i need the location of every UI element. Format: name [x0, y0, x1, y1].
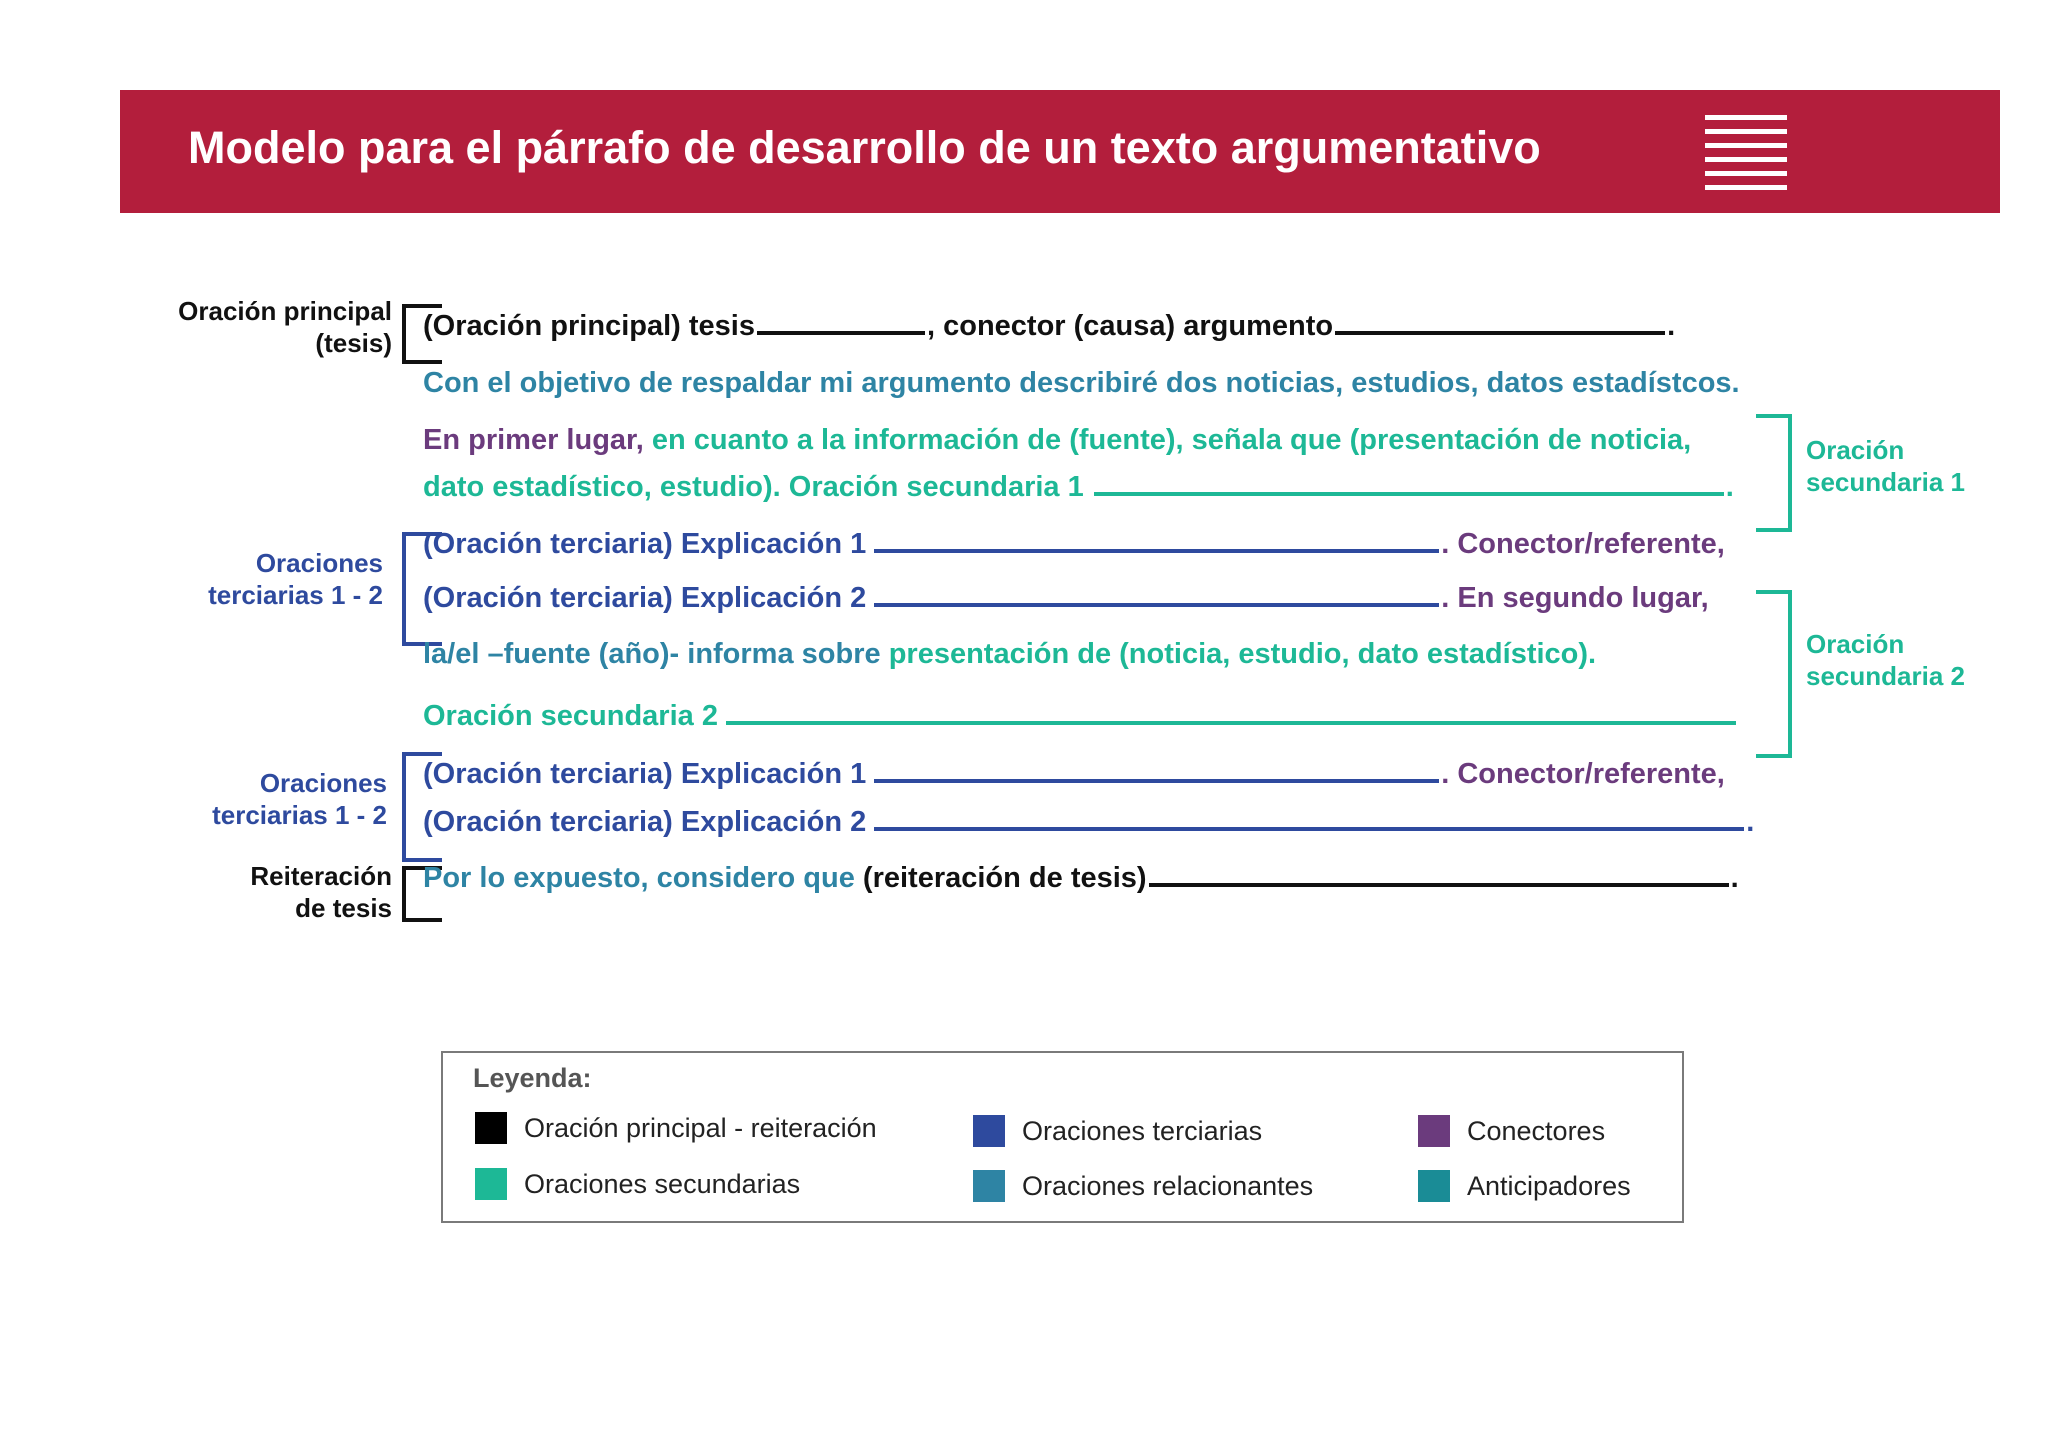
bracket-secundaria-1: [1756, 414, 1792, 532]
legend-item-anticipadores: Anticipadores: [1418, 1170, 1631, 1202]
line-oracion-secundaria-1: dato estadístico, estudio). Oración secundaria 1 .: [423, 471, 1734, 503]
legend-item-principal: Oración principal - reiteración: [475, 1112, 877, 1144]
bracket-secundaria-2: [1756, 590, 1792, 758]
legend-item-terciarias: Oraciones terciarias: [973, 1115, 1262, 1147]
line-terciaria-2a: (Oración terciaria) Explicación 2 . En segundo lugar,: [423, 582, 1709, 614]
line-fuente: la/el –fuente (año)- informa sobre presentación de (noticia, estudio, dato estadístico).: [423, 638, 1597, 670]
page-title: Modelo para el párrafo de desarrollo de un texto argumentativo: [188, 122, 1541, 173]
legend-swatch: [973, 1115, 1005, 1147]
line-terciaria-1b: (Oración terciaria) Explicación 1 . Conector/referente,: [423, 758, 1725, 790]
line-relacionante: Con el objetivo de respaldar mi argumento describiré dos noticias, estudios, datos estadístcos.: [423, 367, 1740, 399]
line-terciaria-1a: (Oración terciaria) Explicación 1 . Conector/referente,: [423, 528, 1725, 560]
label-secundaria-2: Oración secundaria 2: [1806, 629, 1965, 691]
legend-item-secundarias: Oraciones secundarias: [475, 1168, 800, 1200]
legend-swatch: [475, 1112, 507, 1144]
label-reiteracion: Reiteración de tesis: [250, 861, 392, 923]
legend-swatch: [1418, 1170, 1450, 1202]
line-reiteracion: Por lo expuesto, considero que (reiteración de tesis) .: [423, 862, 1739, 894]
legend-item-conectores: Conectores: [1418, 1115, 1605, 1147]
label-terciarias-1: Oraciones terciarias 1 - 2: [208, 548, 383, 610]
legend-item-relacionantes: Oraciones relacionantes: [973, 1170, 1313, 1202]
legend-title: Leyenda:: [473, 1063, 592, 1093]
menu-lines-icon: [1705, 115, 1787, 191]
line-oracion-principal: (Oración principal) tesis , conector (causa) argumento .: [423, 310, 1676, 342]
label-oracion-principal: Oración principal (tesis): [178, 296, 392, 358]
line-terciaria-2b: (Oración terciaria) Explicación 2 .: [423, 806, 1755, 838]
line-primer-lugar: En primer lugar, en cuanto a la información de (fuente), señala que (presentación de noticia,: [423, 424, 1692, 456]
legend-box: [441, 1051, 1684, 1223]
label-terciarias-2: Oraciones terciarias 1 - 2: [212, 768, 387, 830]
legend-swatch: [1418, 1115, 1450, 1147]
legend-swatch: [475, 1168, 507, 1200]
title-banner: [120, 90, 2000, 213]
line-oracion-secundaria-2: Oración secundaria 2: [423, 698, 1738, 734]
label-secundaria-1: Oración secundaria 1: [1806, 435, 1965, 497]
legend-swatch: [973, 1170, 1005, 1202]
